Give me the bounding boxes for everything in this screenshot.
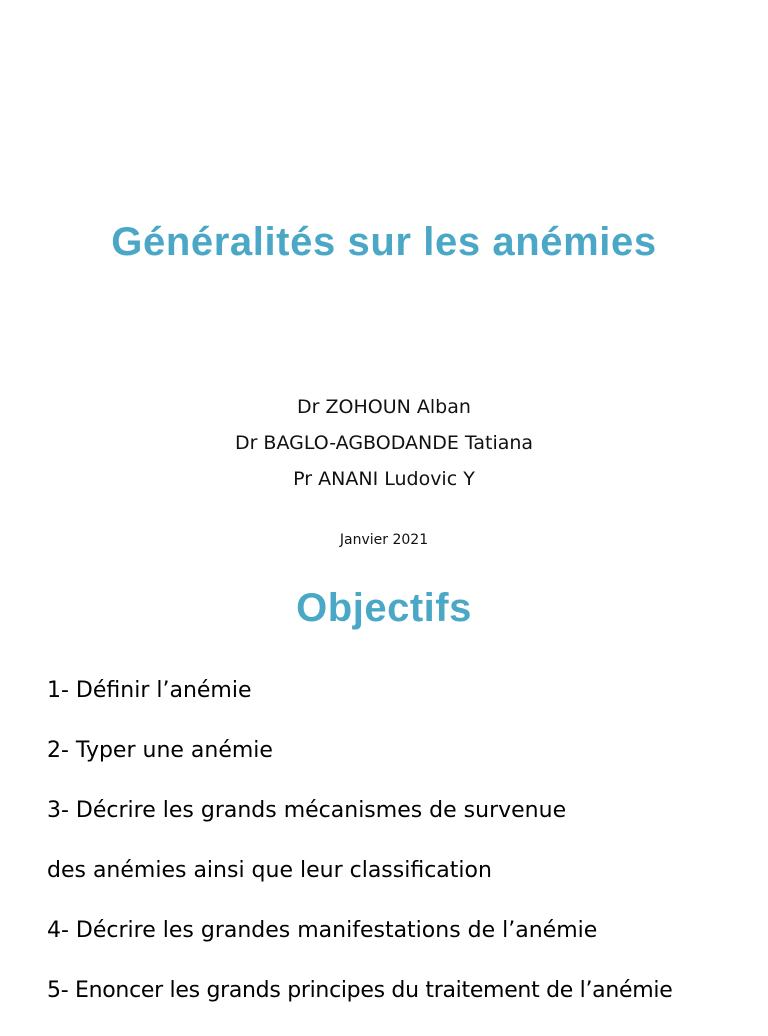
document-title: Généralités sur les anémies — [111, 220, 657, 264]
objective-item-continuation: des anémies ainsi que leur classification — [47, 858, 492, 883]
author-name: Dr BAGLO-AGBODANDE Tatiana — [234, 432, 534, 454]
objective-item: 2- Typer une anémie — [47, 738, 273, 763]
author-name: Dr ZOHOUN Alban — [297, 396, 471, 418]
author-list — [0, 389, 768, 497]
document-date: Janvier 2021 — [339, 532, 429, 548]
objectives-list — [47, 676, 763, 1036]
objective-item: 5- Enoncer les grands principes du traitement de l’anémie — [47, 978, 673, 1003]
author-name: Pr ANANI Ludovic Y — [293, 468, 475, 490]
objectives-heading: Objectifs — [296, 586, 472, 630]
objective-item: 4- Décrire les grandes manifestations de l’anémie — [47, 918, 598, 943]
objective-item: 1- Définir l’anémie — [47, 678, 252, 703]
objective-item: 3- Décrire les grands mécanismes de survenue — [47, 798, 567, 823]
